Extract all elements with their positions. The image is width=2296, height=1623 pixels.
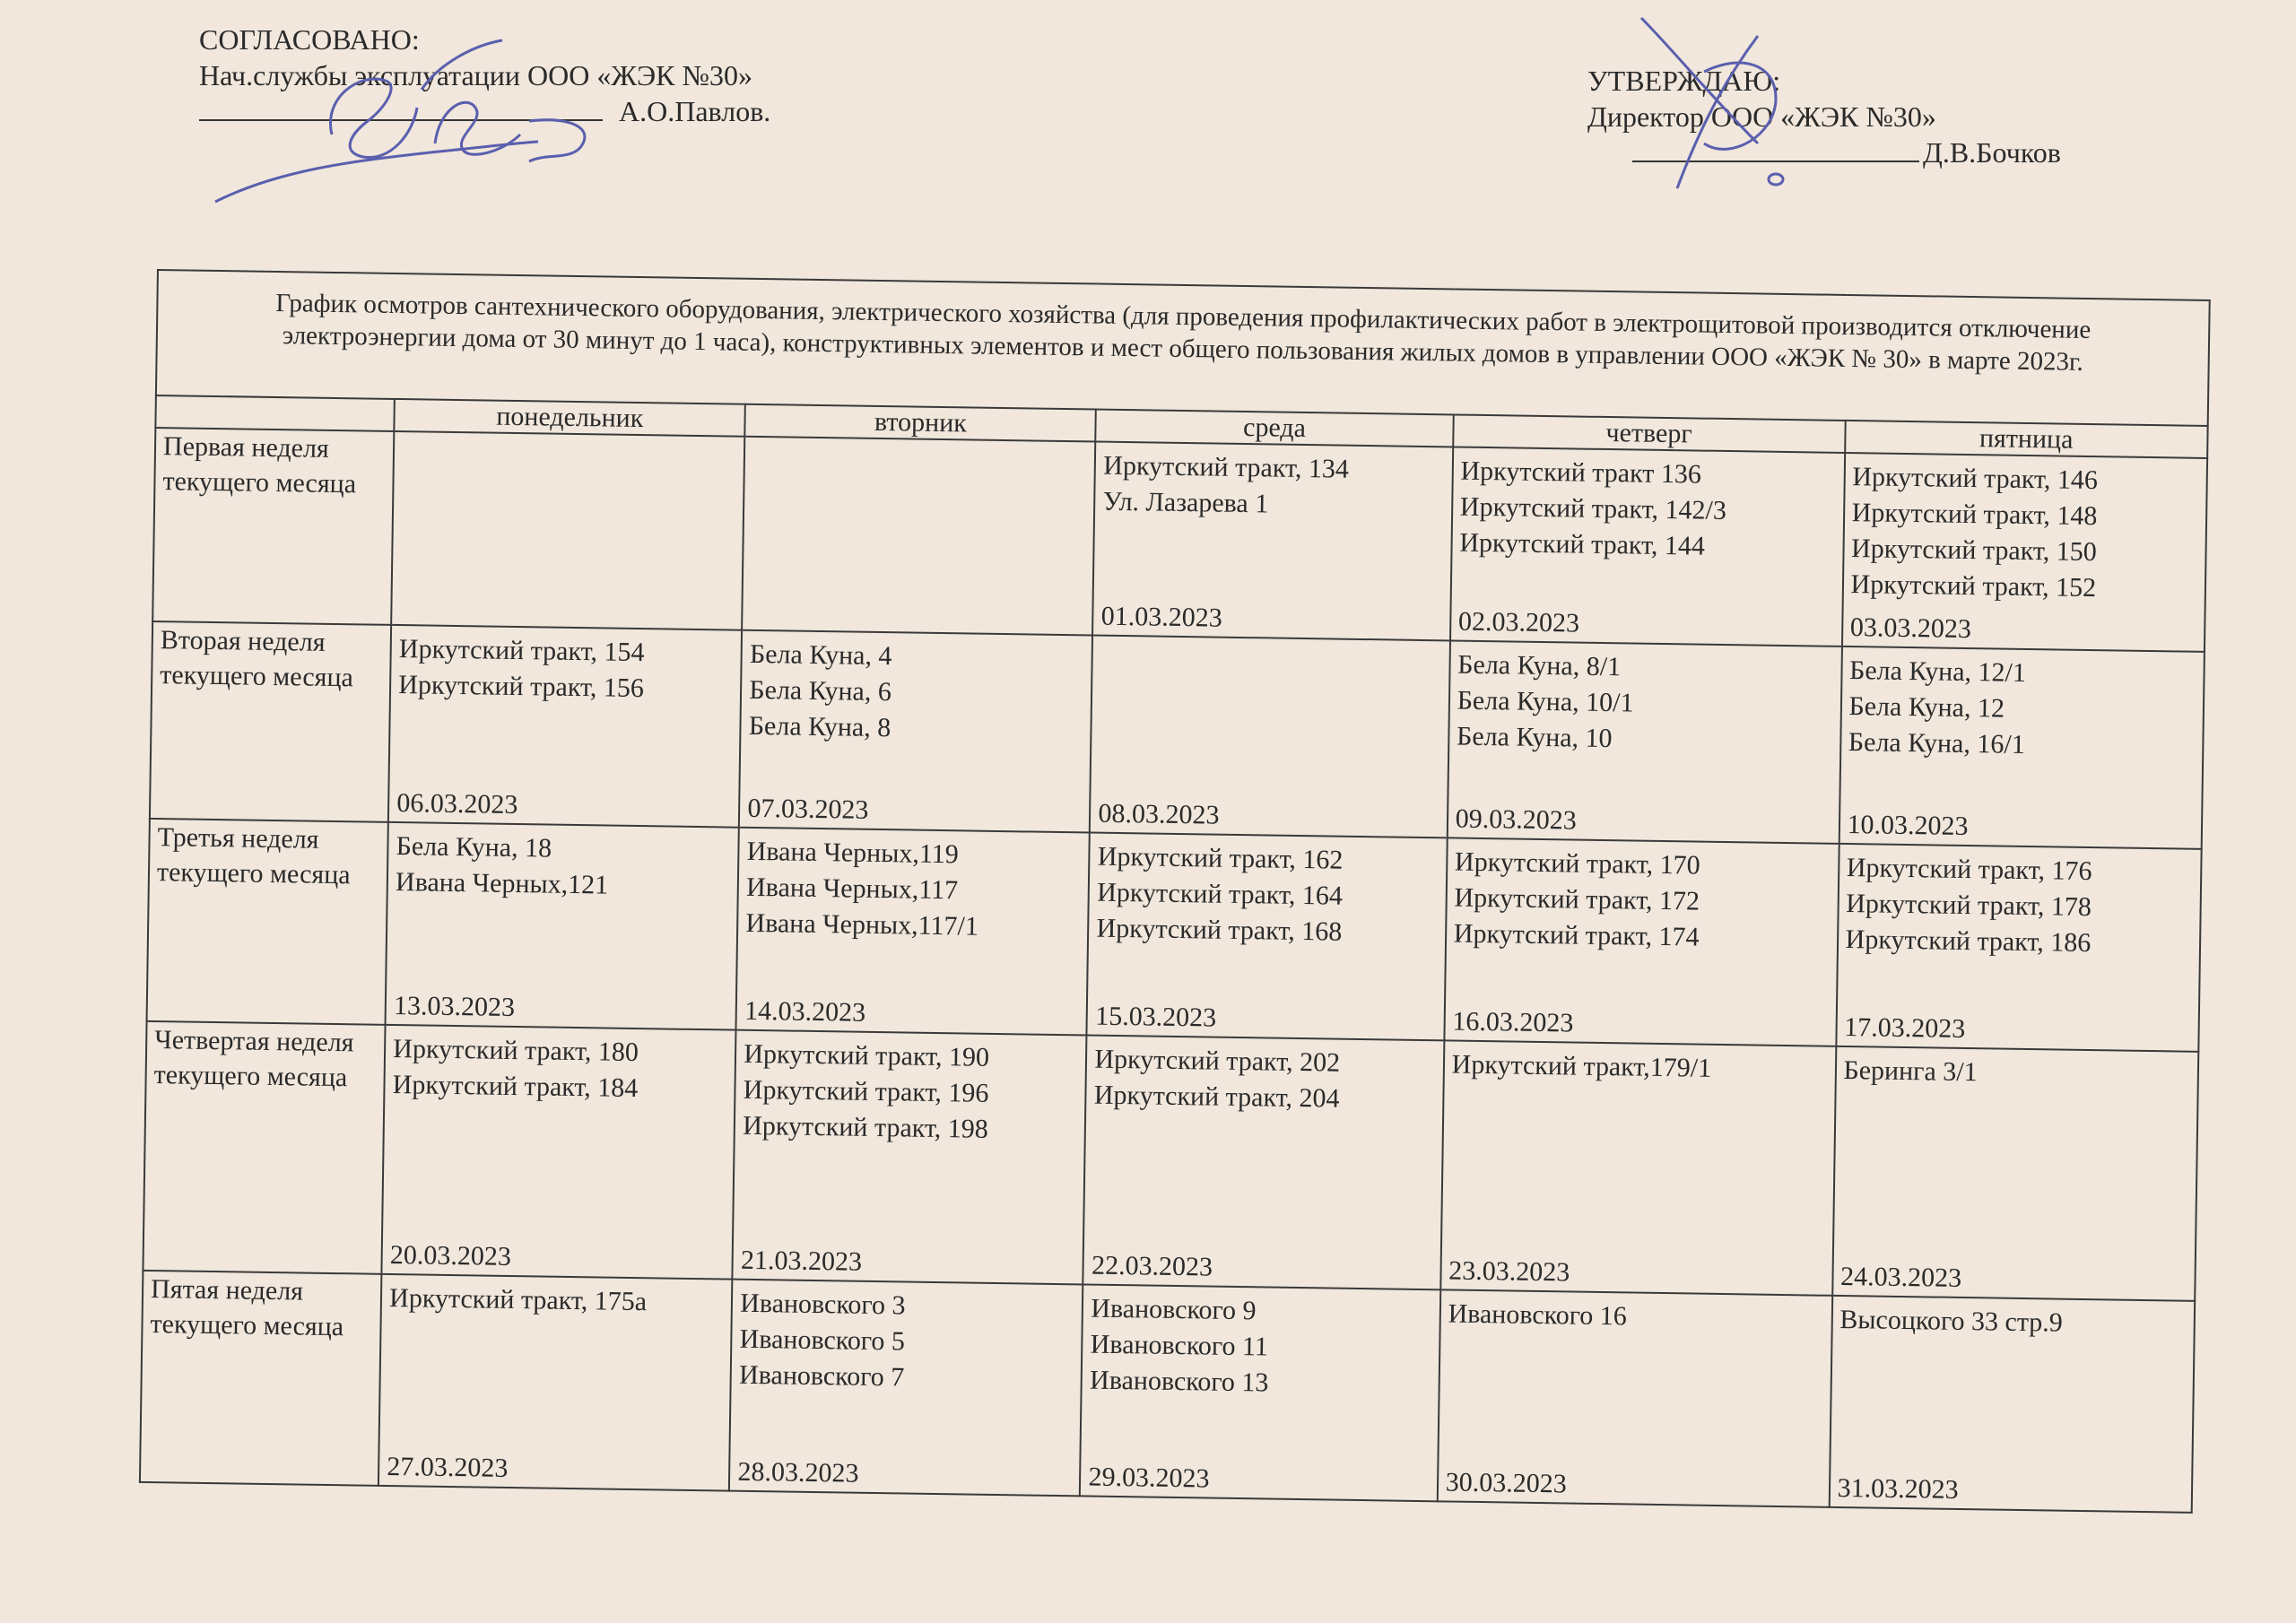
address-list bbox=[1848, 653, 2196, 766]
address-item: Бела Куна, 12 bbox=[1848, 691, 2005, 724]
schedule-cell-friday bbox=[1829, 1296, 2195, 1513]
schedule-cell-monday bbox=[388, 625, 742, 828]
address-item: Иркутский тракт, 164 bbox=[1097, 877, 1344, 911]
inspection-date: 16.03.2023 bbox=[1452, 1006, 1574, 1038]
corner-cell bbox=[155, 395, 395, 431]
week-row bbox=[152, 428, 2207, 652]
inspection-date: 21.03.2023 bbox=[740, 1245, 863, 1277]
week-rows bbox=[140, 428, 2207, 1513]
schedule-table bbox=[139, 269, 2211, 1514]
address-item: Иркутский тракт, 204 bbox=[1093, 1080, 1340, 1114]
schedule-cell-friday bbox=[1839, 647, 2205, 849]
address-item: Бела Куна, 10/1 bbox=[1457, 685, 1634, 718]
approve-name: Д.В.Бочков bbox=[1923, 136, 2061, 169]
address-item: Иркутский тракт, 154 bbox=[398, 634, 645, 668]
schedule-cell-thursday bbox=[1444, 838, 1839, 1046]
inspection-date: 02.03.2023 bbox=[1457, 606, 1580, 638]
address-item: Бела Куна, 6 bbox=[749, 674, 892, 707]
inspection-date: 10.03.2023 bbox=[1847, 810, 1969, 842]
inspection-date: 20.03.2023 bbox=[389, 1239, 512, 1271]
address-item: Ивановского 7 bbox=[738, 1359, 905, 1393]
address-item: Иркутский тракт, 178 bbox=[1846, 889, 2092, 923]
schedule-cell-friday bbox=[1836, 844, 2202, 1052]
week-label: Четвертая неделя текущего месяца bbox=[143, 1021, 385, 1274]
address-list bbox=[1459, 454, 1837, 567]
address-list bbox=[392, 1031, 727, 1108]
address-list bbox=[1454, 845, 1831, 958]
week-label: Третья неделя текущего месяца bbox=[147, 819, 388, 1025]
inspection-date: 14.03.2023 bbox=[744, 995, 866, 1028]
address-item: Ивановского 3 bbox=[740, 1288, 906, 1321]
week-label: Вторая неделя текущего месяца bbox=[150, 621, 391, 822]
inspection-date: 08.03.2023 bbox=[1098, 798, 1220, 830]
address-list bbox=[1850, 459, 2199, 608]
address-item: Иркутский тракт, 152 bbox=[1850, 569, 2097, 603]
schedule-cell-thursday bbox=[1437, 1289, 1831, 1506]
schedule-cell-monday bbox=[391, 431, 744, 630]
address-item: Ивановского 11 bbox=[1090, 1329, 1269, 1362]
schedule-cell-tuesday bbox=[736, 828, 1090, 1036]
address-item: Ивановского 5 bbox=[739, 1324, 906, 1357]
address-item: Иркутский тракт, 174 bbox=[1453, 918, 1700, 952]
address-item: Иркутский тракт, 170 bbox=[1454, 846, 1700, 881]
day-header-tuesday: вторник bbox=[745, 404, 1097, 442]
address-item: Бела Куна, 8 bbox=[748, 710, 891, 743]
week-row bbox=[140, 1271, 2195, 1513]
approve-signature-row bbox=[1587, 135, 2179, 170]
address-item: Ивановского 9 bbox=[1091, 1293, 1257, 1326]
address-item: Беринга 3/1 bbox=[1843, 1055, 1978, 1088]
address-item: Иркутский тракт, 168 bbox=[1096, 913, 1343, 947]
address-list bbox=[1845, 850, 2193, 963]
address-item: Бела Куна, 8/1 bbox=[1457, 649, 1622, 682]
address-list bbox=[743, 1037, 1079, 1150]
address-list bbox=[398, 631, 734, 708]
address-item: Бела Куна, 12/1 bbox=[1848, 655, 2027, 688]
inspection-date: 13.03.2023 bbox=[393, 991, 516, 1023]
schedule-cell-tuesday bbox=[729, 1280, 1083, 1497]
address-item: Иркутский тракт, 172 bbox=[1454, 882, 1700, 916]
address-item: Иркутский тракт 136 bbox=[1460, 456, 1702, 490]
address-item: Иркутский тракт, 175а bbox=[388, 1282, 648, 1317]
schedule-cell-monday bbox=[378, 1274, 733, 1491]
schedule-cell-friday bbox=[1842, 453, 2208, 652]
address-list bbox=[389, 1280, 725, 1322]
schedule-cell-wednesday bbox=[1083, 1035, 1444, 1289]
inspection-date: 31.03.2023 bbox=[1837, 1472, 1959, 1505]
agreed-signature-line bbox=[199, 96, 603, 121]
address-list bbox=[1096, 839, 1439, 952]
address-item: Иркутский тракт,179/1 bbox=[1451, 1049, 1712, 1083]
week-row bbox=[150, 621, 2205, 849]
inspection-date: 17.03.2023 bbox=[1843, 1012, 1966, 1045]
address-list bbox=[749, 637, 1085, 750]
inspection-date: 27.03.2023 bbox=[387, 1451, 509, 1483]
address-item: Иркутский тракт, 142/3 bbox=[1459, 491, 1727, 525]
inspection-date: 29.03.2023 bbox=[1088, 1462, 1210, 1494]
address-item: Иркутский тракт, 156 bbox=[398, 670, 645, 704]
address-item: Иркутский тракт, 176 bbox=[1846, 853, 2092, 887]
address-item: Иркутский тракт, 150 bbox=[1850, 534, 2097, 568]
inspection-date: 23.03.2023 bbox=[1448, 1255, 1570, 1288]
approve-label: УТВЕРЖДАЮ: bbox=[1587, 65, 1781, 97]
day-header-monday: понедельник bbox=[395, 399, 746, 437]
address-item: Бела Куна, 18 bbox=[396, 831, 552, 864]
schedule-cell-wednesday bbox=[1080, 1284, 1440, 1501]
agreed-name: А.О.Павлов. bbox=[619, 95, 771, 127]
schedule-title: График осмотров сантехнического оборудования, электрического хозяйства (для проведения профилактических работ в электрощитовой производится отключение электроэнергии дома от 30 минут до 1 часа), конструктивных элементов и мест общего пользования жилых домов в управлении ООО «ЖЭК № 30» в марте 2023г. bbox=[156, 270, 2210, 426]
address-item: Иркутский тракт, 134 bbox=[1103, 450, 1350, 484]
address-item: Иркутский тракт, 184 bbox=[392, 1069, 639, 1104]
address-list bbox=[396, 829, 731, 906]
day-header-wednesday: среда bbox=[1096, 410, 1454, 447]
address-item: Ивана Черных,119 bbox=[746, 836, 960, 870]
address-item: Ивановского 16 bbox=[1448, 1298, 1628, 1332]
schedule-cell-thursday bbox=[1447, 640, 1841, 843]
schedule-cell-wednesday bbox=[1090, 636, 1449, 838]
inspection-date: 24.03.2023 bbox=[1839, 1261, 1962, 1293]
agreed-position: Нач.службы эксплуатации ООО «ЖЭК №30» bbox=[199, 59, 753, 91]
inspection-date: 22.03.2023 bbox=[1091, 1250, 1213, 1282]
week-label: Пятая неделя текущего месяца bbox=[140, 1271, 382, 1486]
address-list bbox=[1457, 647, 1834, 760]
schedule-cell-monday bbox=[382, 1025, 736, 1280]
address-item: Иркутский тракт, 186 bbox=[1845, 924, 2092, 959]
address-list bbox=[1102, 448, 1444, 525]
schedule-cell-thursday bbox=[1440, 1040, 1836, 1295]
approve-position: Директор ООО «ЖЭК №30» bbox=[1587, 100, 1936, 133]
inspection-date: 30.03.2023 bbox=[1445, 1467, 1568, 1499]
approve-block bbox=[1587, 63, 2179, 170]
address-list bbox=[1843, 1053, 2190, 1094]
address-item: Иркутский тракт, 146 bbox=[1852, 462, 2099, 496]
address-item: Иркутский тракт, 196 bbox=[743, 1074, 989, 1108]
inspection-date: 01.03.2023 bbox=[1100, 601, 1223, 633]
inspection-date: 15.03.2023 bbox=[1094, 1001, 1217, 1033]
address-list bbox=[402, 438, 736, 443]
address-item: Бела Куна, 10 bbox=[1456, 721, 1613, 754]
address-list bbox=[739, 1286, 1075, 1399]
approve-signature-line bbox=[1632, 137, 1919, 162]
inspection-date: 06.03.2023 bbox=[396, 788, 518, 820]
address-item: Иркутский тракт, 144 bbox=[1459, 527, 1706, 561]
schedule-cell-tuesday bbox=[742, 437, 1095, 636]
week-row bbox=[143, 1021, 2198, 1301]
address-item: Иркутский тракт, 202 bbox=[1094, 1044, 1341, 1078]
address-item: Бела Куна, 16/1 bbox=[1848, 727, 2025, 759]
schedule-cell-friday bbox=[1832, 1046, 2199, 1301]
day-header-thursday: четверг bbox=[1453, 414, 1845, 452]
inspection-date: 03.03.2023 bbox=[1849, 612, 1972, 645]
address-item: Ивановского 13 bbox=[1089, 1365, 1269, 1398]
address-list bbox=[1100, 642, 1441, 647]
address-item: Иркутский тракт, 148 bbox=[1851, 498, 2098, 532]
address-item: Ивана Черных,121 bbox=[395, 867, 609, 900]
schedule-cell-tuesday bbox=[733, 1030, 1087, 1285]
address-list bbox=[745, 834, 1082, 947]
address-item: Бела Куна, 4 bbox=[749, 638, 892, 672]
schedule-cell-wednesday bbox=[1093, 442, 1453, 641]
agreed-signature-row bbox=[199, 93, 1006, 129]
address-list bbox=[1094, 1042, 1436, 1119]
address-list bbox=[1839, 1302, 2187, 1343]
address-item: Иркутский тракт, 180 bbox=[393, 1034, 639, 1068]
inspection-date: 07.03.2023 bbox=[747, 793, 869, 825]
address-list bbox=[1451, 1047, 1827, 1089]
address-item: Ивана Черных,117/1 bbox=[745, 907, 979, 942]
week-label: Первая неделя текущего месяца bbox=[152, 428, 394, 625]
address-item: Ул. Лазарева 1 bbox=[1102, 486, 1269, 519]
schedule-cell-thursday bbox=[1450, 447, 1845, 646]
address-item: Иркутский тракт, 162 bbox=[1097, 841, 1344, 875]
day-header-friday: пятница bbox=[1845, 421, 2208, 458]
schedule-table-wrapper bbox=[138, 269, 2210, 1546]
inspection-date: 09.03.2023 bbox=[1455, 803, 1577, 836]
week-row bbox=[147, 819, 2202, 1052]
address-item: Высоцкого 33 стр.9 bbox=[1839, 1304, 2064, 1338]
address-item: Иркутский тракт, 198 bbox=[742, 1110, 989, 1144]
schedule-cell-wednesday bbox=[1087, 833, 1448, 1041]
address-list bbox=[753, 443, 1088, 448]
address-item: Иркутский тракт, 190 bbox=[744, 1038, 990, 1072]
schedule-cell-monday bbox=[386, 822, 739, 1030]
address-list bbox=[1090, 1291, 1432, 1404]
address-list bbox=[1448, 1296, 1823, 1337]
agreed-block bbox=[199, 22, 1006, 129]
schedule-cell-tuesday bbox=[739, 630, 1092, 833]
agreed-label: СОГЛАСОВАНО: bbox=[199, 23, 420, 56]
inspection-date: 28.03.2023 bbox=[737, 1456, 859, 1488]
address-item: Ивана Черных,117 bbox=[745, 872, 959, 906]
